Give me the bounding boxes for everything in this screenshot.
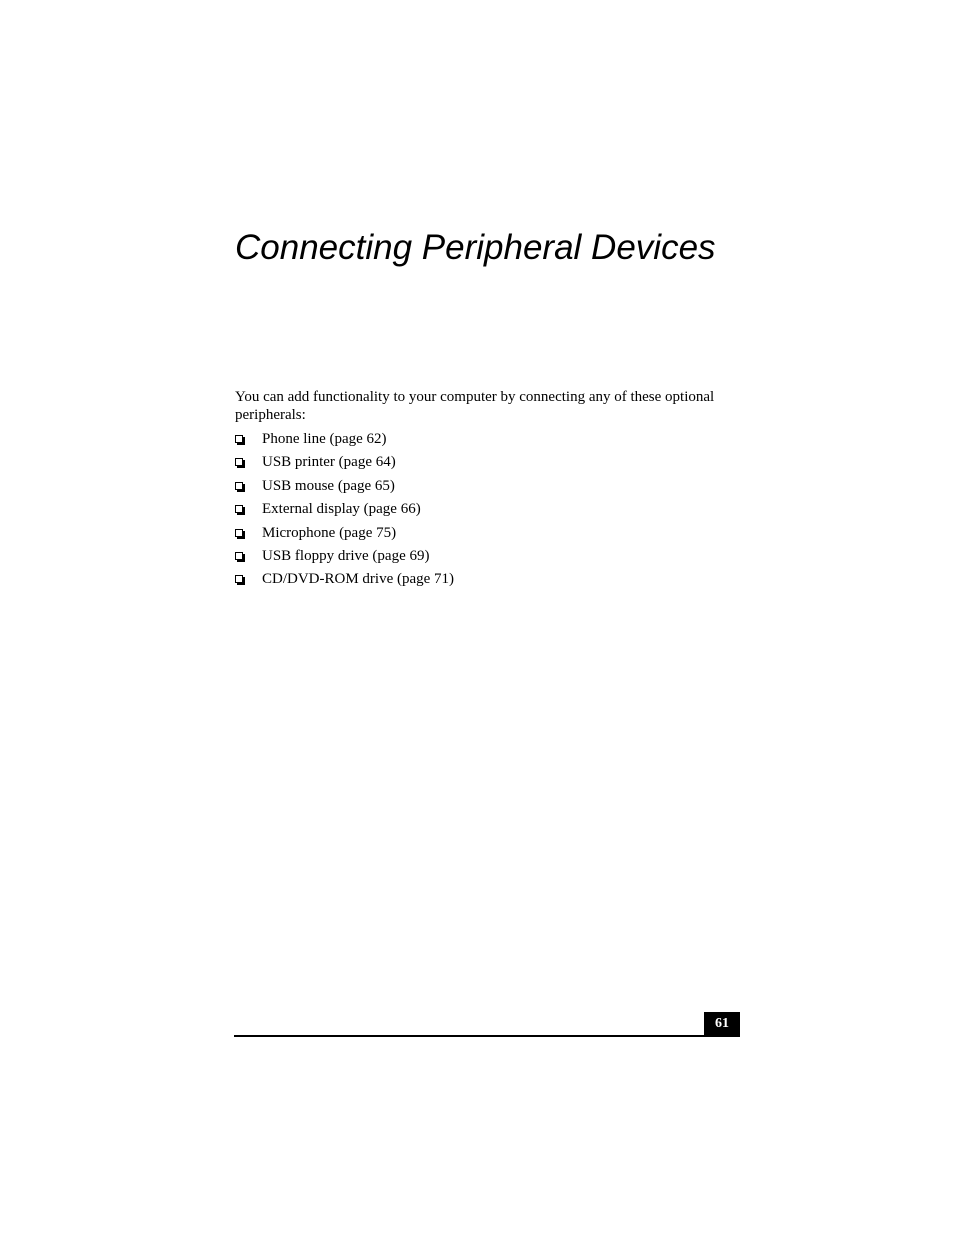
checkbox-bullet-icon [235,575,243,583]
page-number: 61 [704,1012,740,1037]
page-title: Connecting Peripheral Devices [235,228,716,267]
intro-paragraph: You can add functionality to your computer by connecting any of these optional peripherals: [235,389,715,423]
list-item-label: USB floppy drive (page 69) [262,547,430,564]
checkbox-bullet-icon [235,505,243,513]
checkbox-bullet-icon [235,435,243,443]
list-item [235,430,454,453]
peripherals-list [235,430,454,594]
list-item [235,453,454,476]
list-item [235,524,454,547]
checkbox-bullet-icon [235,458,243,466]
list-item-label: Phone line (page 62) [262,431,387,447]
list-item-label: Microphone (page 75) [262,524,397,541]
list-item-label: USB mouse (page 65) [262,477,395,494]
list-item-label: USB printer (page 64) [262,454,396,471]
checkbox-bullet-icon [235,482,243,490]
checkbox-bullet-icon [235,529,243,537]
list-item-label: External display (page 66) [262,501,421,518]
list-item [235,547,454,570]
list-item [235,477,454,500]
list-item [235,570,454,593]
list-item-label: CD/DVD-ROM drive (page 71) [262,571,455,588]
footer-rule [234,1035,740,1037]
checkbox-bullet-icon [235,552,243,560]
list-item [235,500,454,523]
